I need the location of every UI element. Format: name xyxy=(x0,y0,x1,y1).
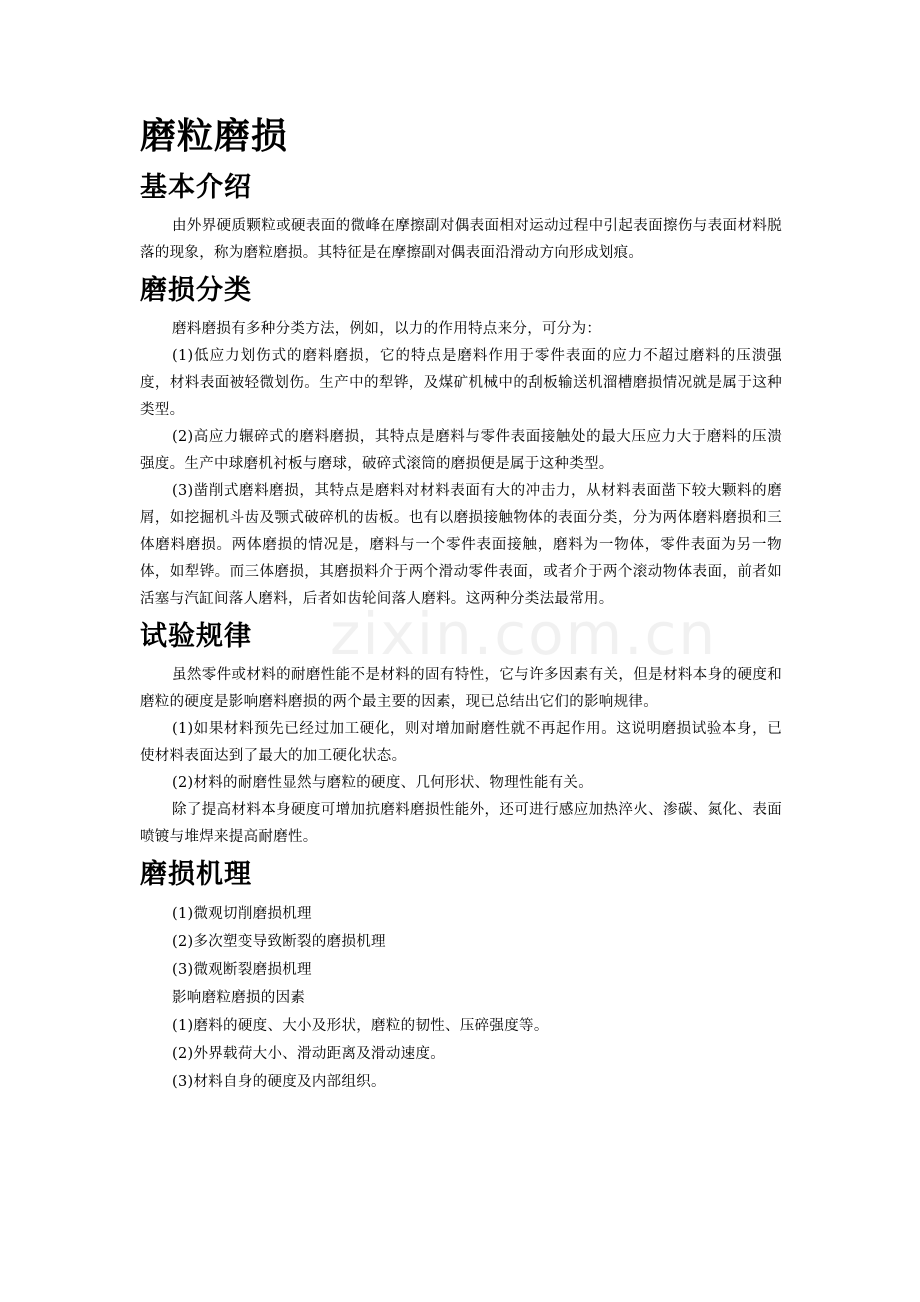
paragraph: 虽然零件或材料的耐磨性能不是材料的固有特性，它与许多因素有关，但是材料本身的硬度和磨粒的硬度是影响磨料磨损的两个最主要的因素，现已总结出它们的影响规律。 xyxy=(140,667,782,710)
list-item: (3)材料自身的硬度及内部组织。 xyxy=(172,1074,386,1090)
paragraph: (1)低应力划伤式的磨料磨损，它的特点是磨料作用于零件表面的应力不超过磨料的压溃强度，材料表面被轻微划伤。生产中的犁铧，及煤矿机械中的刮板输送机溜槽磨损情况就是属于这种类型。 xyxy=(140,348,782,418)
list-item: 影响磨粒磨损的因素 xyxy=(172,990,306,1006)
paragraph: (3)凿削式磨料磨损，其特点是磨料对材料表面有大的冲击力，从材料表面凿下较大颗料的磨屑，如挖掘机斗齿及颚式破碎机的齿板。也有以磨损接触物体的表面分类，分为两体磨料磨损和三体磨料磨损。两体磨损的情况是，磨料与一个零件表面接触，磨料为一物体，零件表面为另一物体，如犁铧。而三体磨损，其磨损料介于两个滑动零件表面，或者介于两个滚动物体表面，前者如活塞与汽缸间落人磨料，后者如齿轮间落人磨料。这两种分类法最常用。 xyxy=(140,483,782,607)
list-item: (2)外界载荷大小、滑动距离及滑动速度。 xyxy=(172,1046,446,1062)
list-item: (1)磨料的硬度、大小及形状，磨粒的韧性、压碎强度等。 xyxy=(172,1018,549,1034)
paragraph: 除了提高材料本身硬度可增加抗磨料磨损性能外，还可进行感应加热淬火、渗碳、氮化、表面喷镀与堆焊来提高耐磨性。 xyxy=(140,802,782,845)
section-heading-mechanism: 磨损机理 xyxy=(140,859,252,890)
list-item: (1)微观切削磨损机理 xyxy=(172,906,312,922)
document-page xyxy=(140,110,782,1096)
paragraph: 磨料磨损有多种分类方法，例如，以力的作用特点来分，可分为： xyxy=(172,321,602,337)
document-title: 磨粒磨损 xyxy=(140,116,289,157)
paragraph: (1)如果材料预先已经过加工硬化，则对增加耐磨性就不再起作用。这说明磨损试验本身，已使材料表面达到了最大的加工硬化状态。 xyxy=(140,721,782,764)
list-item: (2)多次塑变导致断裂的磨损机理 xyxy=(172,934,386,950)
paragraph: 由外界硬质颗粒或硬表面的微峰在摩擦副对偶表面相对运动过程中引起表面擦伤与表面材料脱落的现象，称为磨粒磨损。其特征是在摩擦副对偶表面沿滑动方向形成划痕。 xyxy=(140,218,782,261)
section-heading-classification: 磨损分类 xyxy=(140,275,252,306)
list-item: (3)微观断裂磨损机理 xyxy=(172,962,312,978)
section-heading-intro: 基本介绍 xyxy=(140,172,252,203)
paragraph: (2)材料的耐磨性显然与磨粒的硬度、几何形状、物理性能有关。 xyxy=(172,775,594,791)
paragraph: (2)高应力辗碎式的磨料磨损，其特点是磨料与零件表面接触处的最大压应力大于磨料的压溃强度。生产中球磨机衬板与磨球，破碎式滚筒的磨损便是属于这种类型。 xyxy=(140,429,782,472)
section-heading-test-rules: 试验规律 xyxy=(140,621,252,652)
watermark: zixin.com.cn xyxy=(330,600,718,668)
